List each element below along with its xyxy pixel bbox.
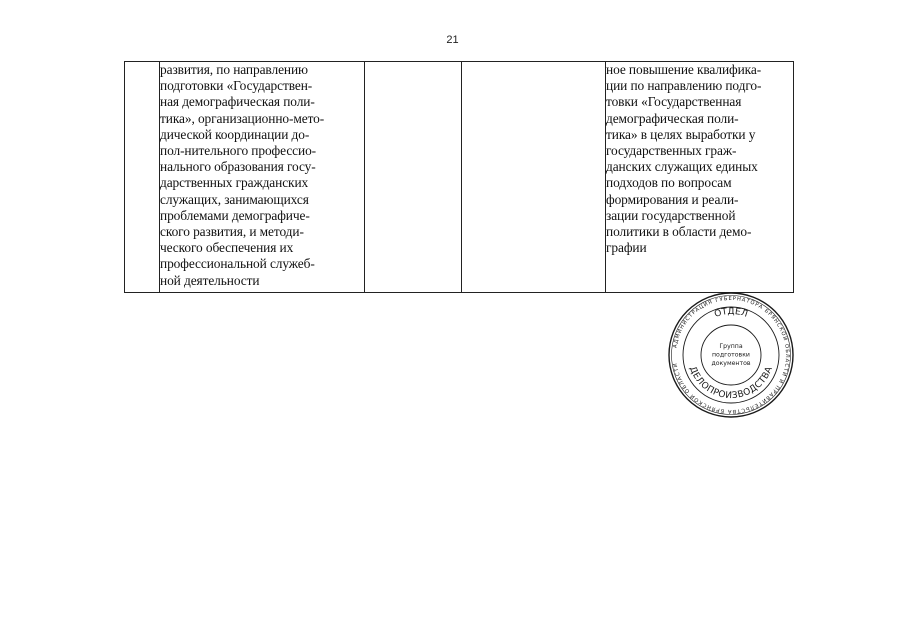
seal-center-line-2: подготовки (712, 351, 750, 359)
table-row (125, 62, 794, 293)
table-cell-empty (462, 62, 606, 293)
table-cell-empty (365, 62, 462, 293)
table-cell-measure-description: развития, по направлению подготовки «Государствен- ная демографическая поли- тика», организационно-мето- дической координации до- пол-нительного профессио- нального образования госу- дарственных гражданских служащих, занимающихся проблемами демографиче- ского развития, и методи- ческого обеспечения их профессиональной служеб- ной деятельности (160, 62, 365, 293)
table-cell-number (125, 62, 160, 293)
table-cell-expected-result: ное повышение квалифика- ции по направлению подго- товки «Государственная демографическая поли- тика» в целях выработки у государственных граж- данских служащих единых подходов по вопросам формирования и реали- зации государственной политики в области демо- графии (606, 62, 794, 293)
seal-outer-ring-text: АДМИНИСТРАЦИЯ ГУБЕРНАТОРА БРЯНСКОЙ ОБЛАСТИ И ПРАВИТЕЛЬСТВА БРЯНСКОЙ ОБЛАСТИ (672, 295, 791, 415)
seal-center-line-3: документов (711, 360, 751, 367)
document-table (124, 61, 794, 293)
official-seal-stamp (668, 292, 794, 418)
seal-top-word: ОТДЕЛ (713, 306, 749, 320)
page-number: 21 (446, 34, 459, 46)
seal-bottom-word: ДЕЛОПРОИЗВОДСТВА (686, 365, 776, 402)
seal-center-line-1: Группа (719, 343, 743, 350)
